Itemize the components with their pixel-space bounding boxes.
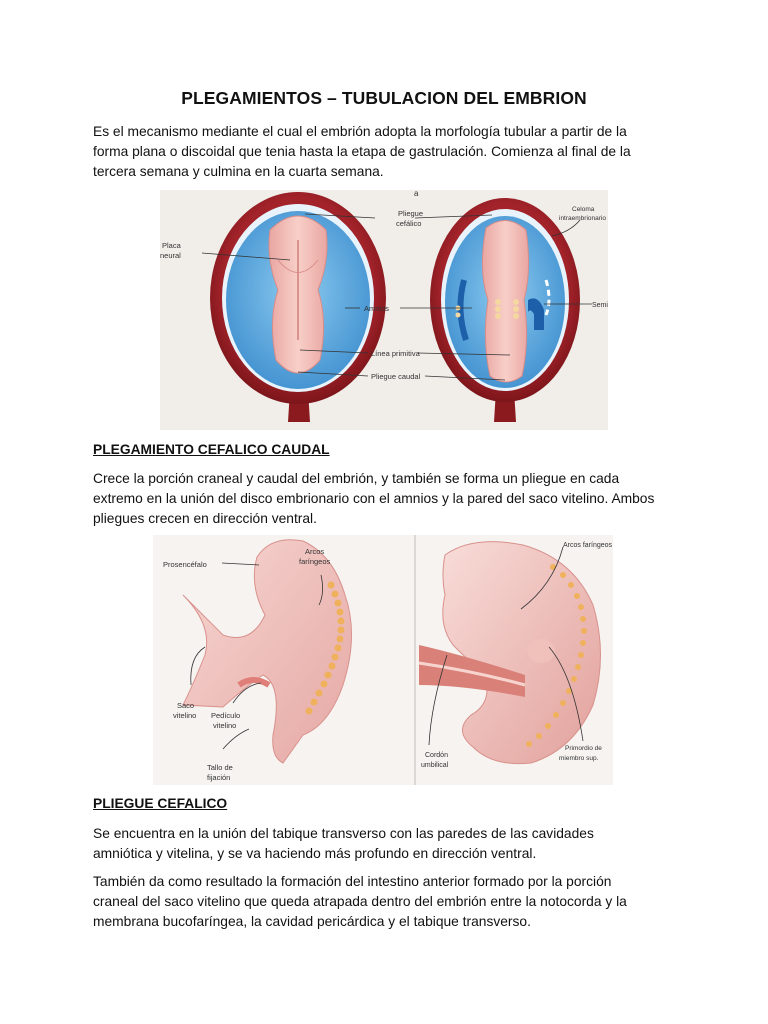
label-pliegue-cefalico-2: cefálico	[396, 219, 422, 228]
label-placa-neural-1: Placa	[162, 241, 181, 250]
section-paragraph-pliegue-cefalico-1: Se encuentra en la unión del tabique transverso con las paredes de las cavidades amniótica y vitelina, y se va haciendo más profundo en dirección ventral.	[93, 826, 594, 861]
label-cordon-umbilical-1: Cordón	[425, 752, 448, 759]
label-tallo-fijacion-2: fijación	[207, 773, 231, 782]
section-paragraph-cefalico-caudal: Crece la porción craneal y caudal del embrión, y también se forma un pliegue en cada extremo en la unión del disco embrionario con el amnios y la pared del saco vitelino. Ambos pliegues crecen en dirección ventral.	[93, 471, 655, 526]
label-prosencefalo: Prosencéfalo	[163, 560, 207, 569]
section-heading-pliegue-cefalico: PLIEGUE CEFALICO	[93, 796, 228, 811]
figure-corner-letter: a	[414, 190, 419, 198]
label-arcos-faringeos-right: Arcos faríngeos	[563, 542, 613, 549]
section-heading-cefalico-caudal: PLEGAMIENTO CEFALICO CAUDAL	[93, 442, 330, 457]
label-somita: Semi	[592, 302, 608, 309]
label-primordio-2: miembro sup.	[559, 755, 599, 762]
label-saco-vitelino-2: vitelino	[173, 711, 197, 720]
label-linea-primitiva: Línea primitiva	[371, 349, 420, 358]
embryo-folding-illustration	[160, 190, 608, 430]
left-embryo-sac	[210, 192, 386, 422]
label-celoma-2: intraembrionario	[559, 215, 606, 222]
label-pliegue-cefalico-1: Pliegue	[398, 209, 424, 218]
label-pediculo-vitelino-1: Pedículo	[211, 711, 241, 720]
page-title: PLEGAMIENTOS – TUBULACION DEL EMBRION	[181, 88, 587, 108]
label-placa-neural-2: neural	[160, 251, 181, 260]
label-cordon-umbilical-2: umbilical	[421, 762, 449, 769]
figure-embryo-dorsal-views	[160, 190, 608, 430]
left-lateral-embryo	[183, 540, 352, 763]
label-pliegue-caudal: Pliegue caudal	[371, 372, 421, 381]
right-embryo-sac	[430, 198, 580, 422]
label-arcos-faringeos-1: Arcos	[305, 547, 325, 556]
label-arcos-faringeos-2: faríngeos	[299, 557, 331, 566]
intro-paragraph: Es el mecanismo mediante el cual el embrión adopta la morfología tubular a partir de la forma plana o discoidal que tenia hasta la etapa de gastrulación. Comienza al final de la tercera semana y culmina en la cuarta semana.	[93, 124, 631, 179]
embryo-lateral-illustration	[153, 535, 613, 785]
right-lateral-embryo	[419, 542, 601, 764]
label-pediculo-vitelino-2: vitelino	[213, 721, 237, 730]
label-primordio-1: Primordio de	[565, 745, 602, 752]
label-amnios: Amnios	[364, 304, 390, 313]
label-celoma-1: Celoma	[572, 206, 595, 213]
figure-embryo-lateral-views	[153, 535, 613, 785]
label-tallo-fijacion-1: Tallo de	[207, 763, 233, 772]
label-saco-vitelino-1: Saco	[177, 701, 195, 710]
section-paragraph-pliegue-cefalico-2: También da como resultado la formación del intestino anterior formado por la porción craneal del saco vitelino que queda atrapada dentro del embrión entre la notocorda y la membrana bucofaríngea, la cavidad pericárdica y el tabique transverso.	[93, 874, 627, 929]
